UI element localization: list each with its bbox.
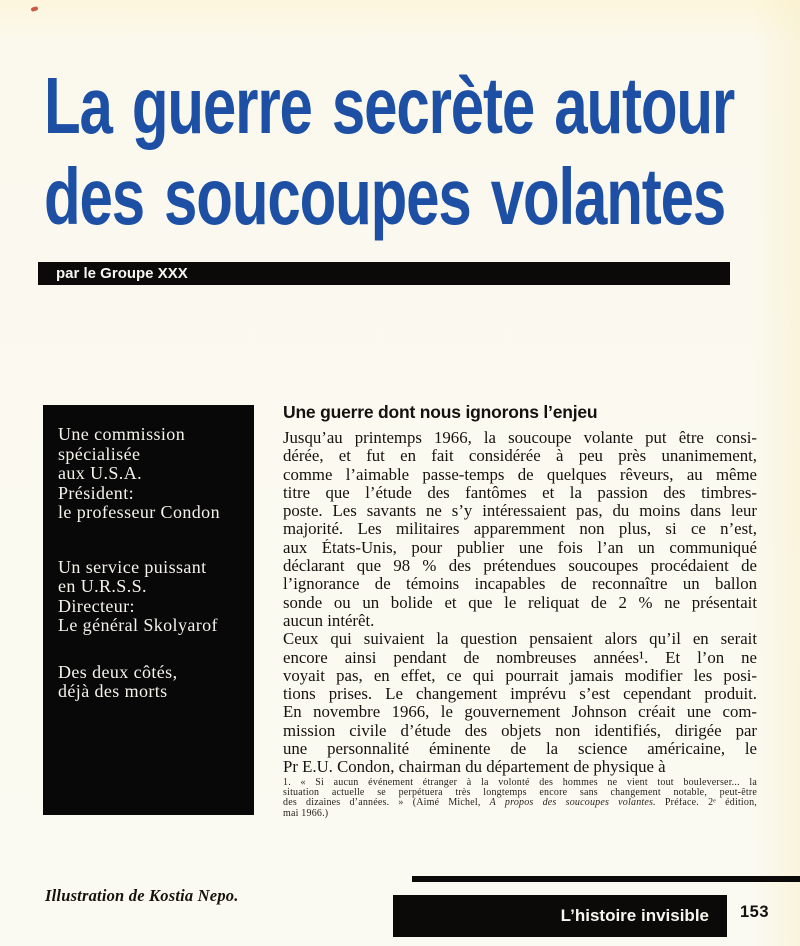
summary-line: en U.R.S.S. — [58, 576, 147, 596]
footnote-book-title: A propos des soucoupes volantes. — [489, 798, 656, 809]
summary-group — [58, 425, 246, 523]
summary-line: Le général Skolyarof — [58, 615, 218, 635]
text-line: une personnalité éminente de la science américaine, le — [283, 740, 757, 759]
text-line: l’ignorance de témoins incapables de reconnaître un ballon — [283, 575, 757, 594]
text-line: sonde ou un bolide et que le reliquat de 2 % ne présentait — [283, 593, 757, 612]
summary-line: déjà des morts — [58, 681, 168, 701]
footnote-line: situation actuelle se perpétuera très longtemps encore sans changement notable, peut-être — [283, 788, 757, 799]
section-heading: Une guerre dont nous ignorons l’enjeu — [283, 402, 598, 422]
text-line: dérée, et fut en fait considérée à peu près unanimement, — [283, 447, 757, 466]
article-body — [283, 402, 757, 819]
illustration-credit: Illustration de Kostia Nepo. — [45, 886, 239, 905]
text-line: Ceux qui suivaient la question pensaient alors qu’il en serait — [283, 630, 757, 649]
text-line: majorité. Les militaires apparemment non plus, si ce n’est, — [283, 520, 757, 539]
text-line: tions prises. Le changement imprévu s’est cependant produit. — [283, 685, 757, 704]
paragraph — [283, 630, 757, 776]
text-line: poste. Les savants ne s’y intéressaient pas, du moins dans leur — [283, 502, 757, 521]
summary-group — [58, 558, 246, 636]
summary-line: aux U.S.A. — [58, 463, 142, 483]
footer-section-label: L’histoire invisible — [560, 906, 709, 925]
summary-line: Une commission — [58, 424, 186, 444]
text-line: aucun intérêt. — [283, 611, 375, 630]
article-title — [44, 60, 734, 242]
text-line: Pr E.U. Condon, chairman du département de physique à — [283, 758, 666, 777]
footer-section-box — [393, 895, 727, 937]
text-line: déclarant que 98 % des prétendues soucoupes procédaient de — [283, 557, 757, 576]
title-line-2: des soucoupes volantes — [44, 152, 726, 241]
page-number: 153 — [740, 903, 770, 921]
summary-line: spécialisée — [58, 443, 141, 464]
footnote-line: mai 1966.) — [283, 808, 329, 819]
footnote — [283, 778, 757, 820]
footnote-line: 1. « Si aucun événement étranger à la volonté des hommes ne vient tout bouleverser... la — [283, 777, 757, 788]
paragraph — [283, 429, 757, 630]
scan-speck — [31, 6, 39, 12]
summary-line: Un service puissant — [58, 556, 207, 577]
summary-box — [43, 405, 254, 815]
byline-text: par le Groupe XXX — [56, 265, 188, 282]
paragraphs — [283, 429, 757, 777]
text-line: voyait pas, en effet, ce qui pourrait jamais modifier les posi- — [283, 666, 757, 685]
text-line: Jusqu’au printemps 1966, la soucoupe volante put être consi- — [283, 429, 757, 447]
page-edge-strip — [412, 876, 800, 882]
summary-line: le professeur Condon — [58, 502, 220, 522]
text-line: titre que l’étude des fantômes et la passion des timbres- — [283, 483, 757, 502]
summary-line: Président: — [58, 482, 134, 503]
text-line: encore ainsi pendant de nombreuses années¹. Et l’on ne — [283, 648, 757, 667]
byline-bar — [38, 262, 730, 285]
text-line: aux États-Unis, pour publier une fois l’an un communiqué — [283, 538, 757, 557]
text-line: En novembre 1966, le gouvernement Johnson créait une com- — [283, 703, 757, 722]
text-line: mission civile d’étude des objets non identifiés, dirigée par — [283, 721, 757, 740]
summary-line: Des deux côtés, — [58, 661, 178, 682]
title-line-1: La guerre secrète autour — [44, 61, 735, 150]
text-line: comme l’aimable passe-temps de quelques rêveurs, au même — [283, 465, 757, 484]
footnote-line: des dizaines d’années. » (Aimé Michel, A propos des soucoupes volantes. Préface. 2ᵉ édition, — [283, 798, 757, 809]
summary-line: Directeur: — [58, 595, 135, 616]
summary-group — [58, 663, 246, 702]
